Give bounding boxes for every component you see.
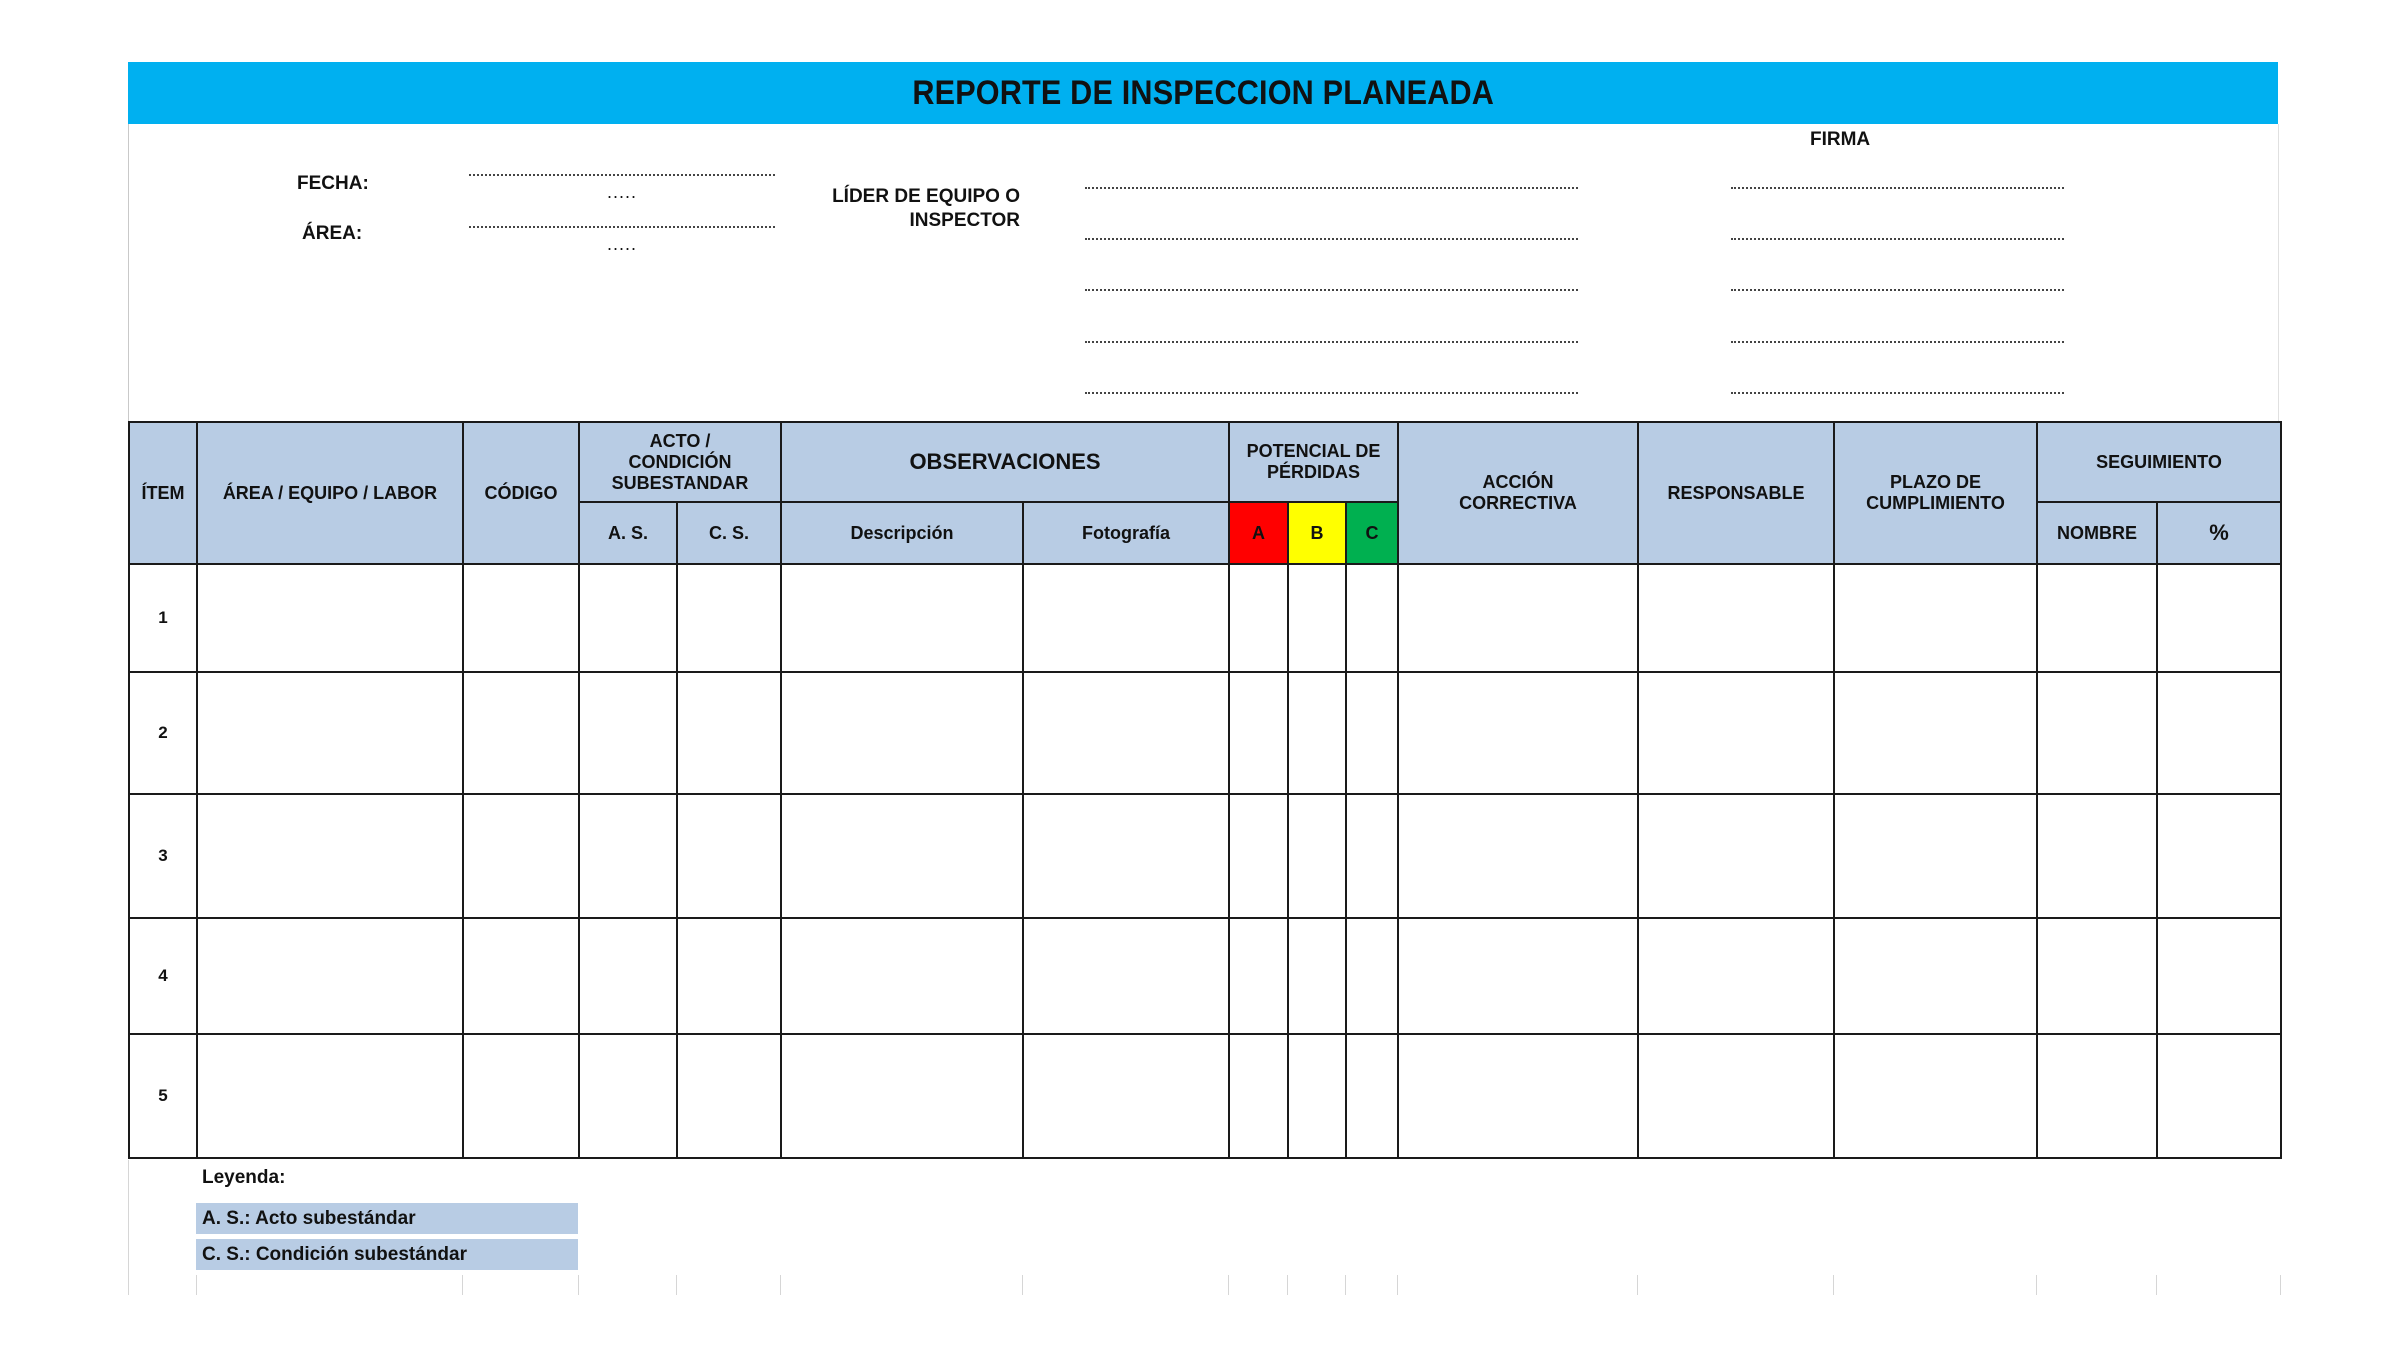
firma-field-3[interactable] [1731, 289, 2064, 291]
col-seguimiento: SEGUIMIENTO [2037, 422, 2281, 502]
table-cell[interactable] [1638, 794, 1834, 918]
col-risk-a: A [1229, 502, 1288, 564]
table-cell[interactable] [677, 794, 781, 918]
lider-label-line1: LÍDER DE EQUIPO O [832, 186, 1020, 207]
lider-field-2[interactable] [1085, 238, 1578, 240]
row-item-number: 1 [129, 564, 197, 672]
table-cell[interactable] [1288, 564, 1346, 672]
report-title [128, 62, 2278, 124]
gridline [196, 1275, 197, 1295]
lider-label-line2: INSPECTOR [909, 210, 1020, 231]
gridline [2156, 1275, 2157, 1295]
gridline [128, 1160, 129, 1295]
gridline [1228, 1275, 1229, 1295]
gridline [2280, 1275, 2281, 1295]
table-cell[interactable] [579, 1034, 677, 1158]
gridline [578, 1275, 579, 1295]
row-item-number: 3 [129, 794, 197, 918]
col-cs: C. S. [677, 502, 781, 564]
row-item-number: 2 [129, 672, 197, 794]
row-item-number: 5 [129, 1034, 197, 1158]
table-cell[interactable] [579, 672, 677, 794]
table-cell[interactable] [1288, 672, 1346, 794]
firma-field-2[interactable] [1731, 238, 2064, 240]
area-field-cont: ..... [607, 234, 638, 254]
table-cell[interactable] [1023, 1034, 1229, 1158]
table-cell[interactable] [1229, 794, 1288, 918]
table-row [129, 918, 2281, 1034]
table-cell[interactable] [463, 794, 579, 918]
table-cell[interactable] [2037, 672, 2157, 794]
table-cell[interactable] [197, 794, 463, 918]
legend-as: A. S.: Acto subestándar [196, 1203, 578, 1234]
table-row [129, 672, 2281, 794]
table-cell[interactable] [2157, 672, 2281, 794]
table-cell[interactable] [1346, 564, 1398, 672]
table-cell[interactable] [463, 564, 579, 672]
area-label: ÁREA: [302, 223, 363, 244]
gridline [676, 1275, 677, 1295]
col-nombre: NOMBRE [2037, 502, 2157, 564]
col-risk-c: C [1346, 502, 1398, 564]
table-cell[interactable] [1288, 918, 1346, 1034]
gridline [462, 1275, 463, 1295]
firma-field-5[interactable] [1731, 392, 2064, 394]
table-cell[interactable] [1834, 564, 2037, 672]
table-cell[interactable] [1023, 918, 1229, 1034]
col-item: ÍTEM [129, 422, 197, 564]
table-cell[interactable] [2037, 1034, 2157, 1158]
lider-label [800, 185, 1020, 233]
table-cell[interactable] [579, 794, 677, 918]
table-cell[interactable] [1834, 672, 2037, 794]
col-responsable: RESPONSABLE [1638, 422, 1834, 564]
gridline [1022, 1275, 1023, 1295]
firma-field-4[interactable] [1731, 341, 2064, 343]
table-cell[interactable] [1346, 672, 1398, 794]
table-cell[interactable] [1834, 794, 2037, 918]
gridline [1345, 1275, 1346, 1295]
table-cell[interactable] [197, 672, 463, 794]
table-cell[interactable] [677, 918, 781, 1034]
table-cell[interactable] [1834, 1034, 2037, 1158]
gridline [2036, 1275, 2037, 1295]
table-cell[interactable] [677, 1034, 781, 1158]
table-cell[interactable] [579, 918, 677, 1034]
col-accion-correctiva: ACCIÓN CORRECTIVA [1398, 422, 1638, 564]
lider-field-3[interactable] [1085, 289, 1578, 291]
table-cell[interactable] [2037, 564, 2157, 672]
table-cell[interactable] [197, 564, 463, 672]
inspection-table [128, 421, 2282, 1159]
table-cell[interactable] [1023, 672, 1229, 794]
col-descripcion: Descripción [781, 502, 1023, 564]
fecha-field-cont: ..... [607, 182, 638, 202]
table-cell[interactable] [1638, 564, 1834, 672]
gridline [780, 1275, 781, 1295]
table-cell[interactable] [1288, 1034, 1346, 1158]
table-row [129, 1034, 2281, 1158]
legend-cs: C. S.: Condición subestándar [196, 1239, 578, 1270]
table-row [129, 564, 2281, 672]
table-cell[interactable] [2157, 564, 2281, 672]
table-cell[interactable] [1834, 918, 2037, 1034]
firma-field-1[interactable] [1731, 187, 2064, 189]
table-cell[interactable] [677, 672, 781, 794]
table-cell[interactable] [197, 1034, 463, 1158]
fecha-field[interactable] [469, 174, 775, 176]
col-fotografia: Fotografía [1023, 502, 1229, 564]
table-cell[interactable] [463, 918, 579, 1034]
table-row [129, 794, 2281, 918]
area-field[interactable] [469, 226, 775, 228]
gridline [1287, 1275, 1288, 1295]
col-potencial-perdidas: POTENCIAL DE PÉRDIDAS [1229, 422, 1398, 502]
row-item-number: 4 [129, 918, 197, 1034]
table-cell[interactable] [1346, 1034, 1398, 1158]
table-cell[interactable] [781, 1034, 1023, 1158]
col-risk-b: B [1288, 502, 1346, 564]
lider-field-4[interactable] [1085, 341, 1578, 343]
gridline [1833, 1275, 1834, 1295]
table-cell[interactable] [781, 564, 1023, 672]
table-cell[interactable] [1023, 794, 1229, 918]
col-pct: % [2157, 502, 2281, 564]
table-cell[interactable] [463, 672, 579, 794]
table-cell[interactable] [1398, 564, 1638, 672]
table-cell[interactable] [1398, 672, 1638, 794]
table-cell[interactable] [781, 918, 1023, 1034]
table-cell[interactable] [1023, 564, 1229, 672]
table-cell[interactable] [1229, 672, 1288, 794]
header-right-border [2278, 124, 2279, 421]
table-cell[interactable] [463, 1034, 579, 1158]
fecha-label: FECHA: [297, 173, 369, 194]
gridline [1637, 1275, 1638, 1295]
table-cell[interactable] [2037, 918, 2157, 1034]
legend-title: Leyenda: [202, 1167, 286, 1188]
col-acto-condicion: ACTO / CONDICIÓN SUBESTANDAR [579, 422, 781, 502]
table-cell[interactable] [1288, 794, 1346, 918]
table-cell[interactable] [1346, 794, 1398, 918]
table-cell[interactable] [2157, 1034, 2281, 1158]
col-observaciones: OBSERVACIONES [781, 422, 1229, 502]
col-as: A. S. [579, 502, 677, 564]
header-left-border [128, 124, 129, 421]
report-title-text: REPORTE DE INSPECCION PLANEADA [912, 73, 1494, 112]
table-cell[interactable] [1398, 794, 1638, 918]
lider-field-5[interactable] [1085, 392, 1578, 394]
table-cell[interactable] [781, 794, 1023, 918]
table-cell[interactable] [1229, 564, 1288, 672]
table-cell[interactable] [1398, 1034, 1638, 1158]
col-codigo: CÓDIGO [463, 422, 579, 564]
table-cell[interactable] [1638, 672, 1834, 794]
col-plazo: PLAZO DE CUMPLIMIENTO [1834, 422, 2037, 564]
table-cell[interactable] [1398, 918, 1638, 1034]
table-cell[interactable] [1229, 1034, 1288, 1158]
lider-field-1[interactable] [1085, 187, 1578, 189]
table-cell[interactable] [1346, 918, 1398, 1034]
table-cell[interactable] [579, 564, 677, 672]
table-cell[interactable] [2157, 918, 2281, 1034]
table-cell[interactable] [1638, 1034, 1834, 1158]
gridline [1397, 1275, 1398, 1295]
table-cell[interactable] [197, 918, 463, 1034]
firma-label: FIRMA [1810, 129, 1871, 150]
table-cell[interactable] [2157, 794, 2281, 918]
table-cell[interactable] [1229, 918, 1288, 1034]
table-cell[interactable] [2037, 794, 2157, 918]
table-cell[interactable] [781, 672, 1023, 794]
col-area-equipo-labor: ÁREA / EQUIPO / LABOR [197, 422, 463, 564]
table-cell[interactable] [677, 564, 781, 672]
table-cell[interactable] [1638, 918, 1834, 1034]
